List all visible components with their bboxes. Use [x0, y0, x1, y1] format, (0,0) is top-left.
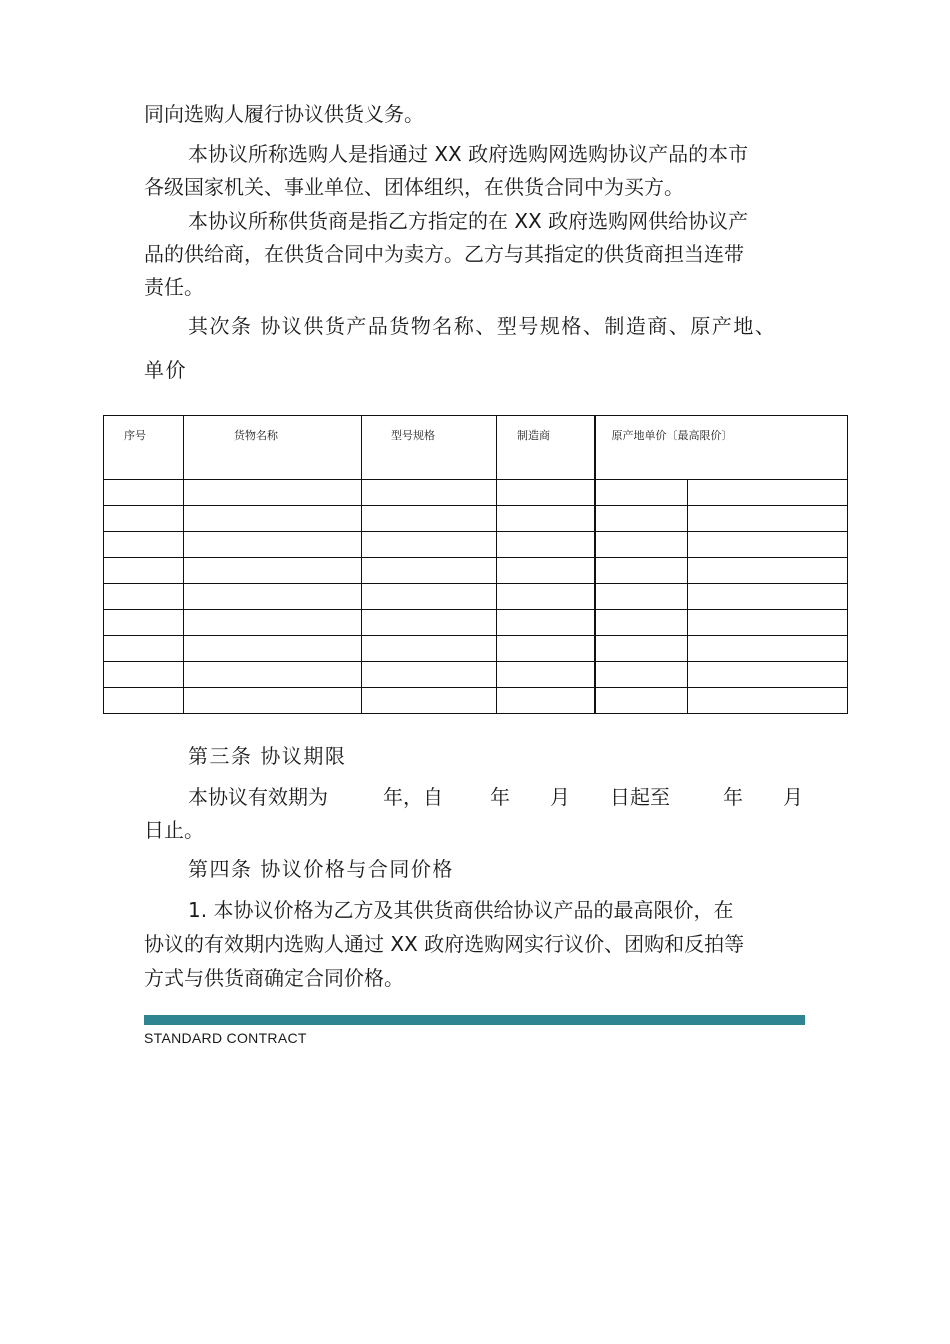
table-cell: [362, 610, 497, 636]
term-part: 月: [550, 785, 570, 809]
header-name: 货物名称: [184, 416, 362, 480]
table-cell: [595, 584, 688, 610]
table-cell: [595, 662, 688, 688]
table-cell: [497, 558, 595, 584]
table-row: [104, 584, 848, 610]
table-cell: [104, 610, 184, 636]
table-cell: [104, 480, 184, 506]
table-cell: [362, 662, 497, 688]
table-cell: [688, 636, 848, 662]
header-maker: 制造商: [497, 416, 595, 480]
paragraph-line: 同向选购人履行协议供货义务。: [144, 102, 424, 126]
paragraph-line: 方式与供货商确定合同价格。: [144, 966, 404, 990]
table-row: [104, 610, 848, 636]
term-part: 月: [783, 785, 803, 809]
table-cell: [497, 688, 595, 714]
table-cell: [104, 636, 184, 662]
paragraph-line: 协议的有效期内选购人通过 XX 政府选购网实行议价、团购和反拍等: [144, 932, 745, 956]
table-cell: [184, 506, 362, 532]
table-cell: [497, 662, 595, 688]
table-row: [104, 688, 848, 714]
paragraph-line: 1. 本协议价格为乙方及其供货商供给协议产品的最高限价，在: [188, 898, 734, 922]
paragraph-line: 各级国家机关、事业单位、团体组织，在供货合同中为买方。: [144, 175, 684, 199]
table-cell: [184, 636, 362, 662]
table-cell: [688, 480, 848, 506]
table-cell: [184, 558, 362, 584]
table-cell: [497, 636, 595, 662]
table-row: [104, 506, 848, 532]
table-cell: [595, 558, 688, 584]
article-heading: 其次条 协议供货产品货物名称、型号规格、制造商、原产地、: [188, 314, 777, 338]
paragraph-line: 责任。: [144, 275, 204, 299]
table-row: [104, 558, 848, 584]
term-part: 年: [723, 785, 743, 809]
table-cell: [362, 584, 497, 610]
table-cell: [497, 506, 595, 532]
table-cell: [688, 610, 848, 636]
table-cell: [497, 610, 595, 636]
table-cell: [104, 688, 184, 714]
table-row: [104, 636, 848, 662]
table-row: [104, 532, 848, 558]
paragraph-line: 日止。: [144, 818, 204, 842]
table-header-row: [104, 416, 848, 480]
table-cell: [688, 532, 848, 558]
table-cell: [497, 532, 595, 558]
table-cell: [104, 662, 184, 688]
goods-table: [103, 415, 848, 714]
article-heading: 单价: [144, 358, 187, 382]
term-part: 年: [490, 785, 510, 809]
table-cell: [497, 480, 595, 506]
table-cell: [184, 610, 362, 636]
table-cell: [184, 584, 362, 610]
header-seq: 序号: [104, 416, 184, 480]
table-cell: [104, 584, 184, 610]
paragraph-line: 本协议所称选购人是指通过 XX 政府选购网选购协议产品的本市: [188, 142, 749, 166]
table-cell: [688, 584, 848, 610]
table-row: [104, 480, 848, 506]
table-cell: [104, 506, 184, 532]
table-cell: [184, 532, 362, 558]
table-cell: [688, 662, 848, 688]
table-body: [104, 480, 848, 714]
table-cell: [595, 532, 688, 558]
paragraph-line: 本协议所称供货商是指乙方指定的在 XX 政府选购网供给协议产: [188, 209, 749, 233]
footer-label: STANDARD CONTRACT: [144, 1030, 307, 1046]
table-cell: [362, 688, 497, 714]
footer-rule: [144, 1015, 805, 1025]
paragraph-line: 品的供给商，在供货合同中为卖方。乙方与其指定的供货商担当连带: [144, 242, 744, 266]
table-cell: [595, 636, 688, 662]
table-cell: [497, 584, 595, 610]
table-cell: [184, 480, 362, 506]
table-cell: [362, 636, 497, 662]
table-cell: [104, 558, 184, 584]
term-line: [0, 784, 950, 810]
table-cell: [362, 480, 497, 506]
table-cell: [362, 532, 497, 558]
article-heading: 第三条 协议期限: [188, 744, 347, 768]
term-part: 日起至: [610, 785, 670, 809]
table-cell: [688, 506, 848, 532]
header-origin-price: 原产地单价〔最高限价〕: [595, 416, 848, 480]
table-cell: [104, 532, 184, 558]
table-cell: [688, 688, 848, 714]
term-part: 年，自: [383, 785, 443, 809]
table-cell: [362, 558, 497, 584]
table-cell: [184, 662, 362, 688]
table-row: [104, 662, 848, 688]
table-cell: [688, 558, 848, 584]
table-cell: [184, 688, 362, 714]
table-cell: [595, 506, 688, 532]
table-cell: [362, 506, 497, 532]
header-model: 型号规格: [362, 416, 497, 480]
table-cell: [595, 610, 688, 636]
table-cell: [595, 688, 688, 714]
term-part: 本协议有效期为: [188, 785, 328, 809]
table-cell: [595, 480, 688, 506]
article-heading: 第四条 协议价格与合同价格: [188, 857, 454, 881]
